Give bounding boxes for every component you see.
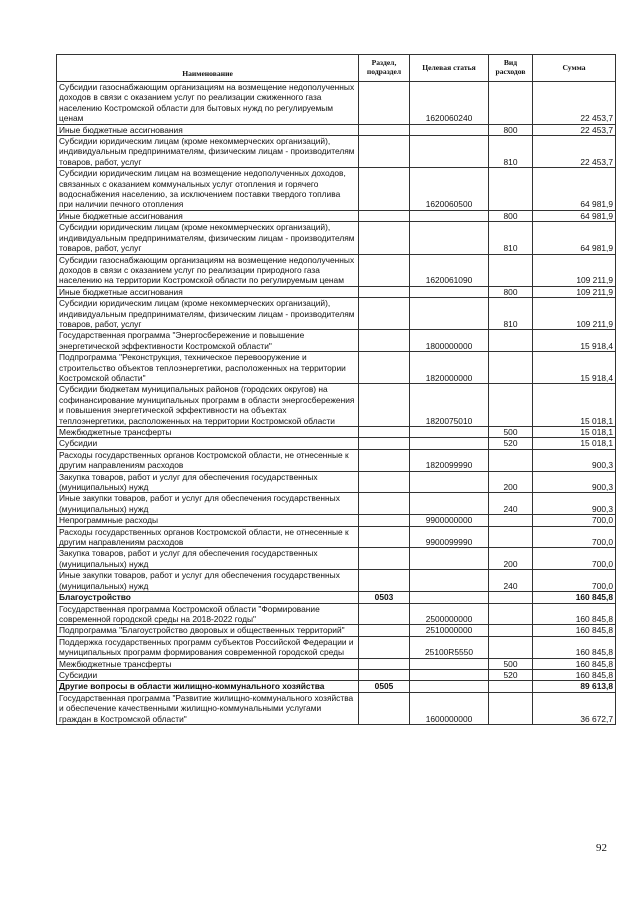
- budget-table: [56, 54, 616, 725]
- row-section: [359, 298, 410, 330]
- row-target: [410, 222, 489, 254]
- row-target: 1820099990: [410, 449, 489, 471]
- row-name: Субсидии: [57, 669, 359, 680]
- row-sum: 700,0: [533, 515, 616, 526]
- row-name: Межбюджетные трансферты: [57, 658, 359, 669]
- row-target: [410, 681, 489, 692]
- row-sum: 700,0: [533, 526, 616, 548]
- table-row: [57, 136, 616, 168]
- row-type: 520: [489, 438, 533, 449]
- row-section: [359, 384, 410, 427]
- row-name: Субсидии юридическим лицам (кроме некоммерческих организаций), индивидуальным предпринимателям, физическим лицам - производителям товаров, работ, услуг: [57, 136, 359, 168]
- budget-table-container: [56, 54, 615, 725]
- row-section: [359, 168, 410, 211]
- row-name: Иные закупки товаров, работ и услуг для обеспечения государственных (муниципальных) нужд: [57, 493, 359, 515]
- row-target: [410, 427, 489, 438]
- row-name: Иные бюджетные ассигнования: [57, 124, 359, 135]
- row-sum: 15 918,4: [533, 352, 616, 384]
- row-type: [489, 352, 533, 384]
- row-section: [359, 658, 410, 669]
- table-row: [57, 298, 616, 330]
- row-sum: 700,0: [533, 548, 616, 570]
- row-type: 500: [489, 658, 533, 669]
- row-section: 0505: [359, 681, 410, 692]
- row-target: [410, 548, 489, 570]
- table-row: [57, 449, 616, 471]
- row-type: 520: [489, 669, 533, 680]
- row-target: [410, 124, 489, 135]
- table-row: [57, 471, 616, 493]
- row-name: Иные закупки товаров, работ и услуг для обеспечения государственных (муниципальных) нужд: [57, 570, 359, 592]
- row-sum: 89 613,8: [533, 681, 616, 692]
- row-type: 240: [489, 493, 533, 515]
- row-name: Закупка товаров, работ и услуг для обеспечения государственных (муниципальных) нужд: [57, 471, 359, 493]
- row-target: 2510000000: [410, 625, 489, 636]
- row-sum: 700,0: [533, 570, 616, 592]
- row-type: [489, 681, 533, 692]
- row-section: [359, 471, 410, 493]
- row-sum: 160 845,8: [533, 603, 616, 625]
- row-sum: 109 211,9: [533, 254, 616, 286]
- row-section: [359, 286, 410, 297]
- table-row: [57, 286, 616, 297]
- row-type: [489, 515, 533, 526]
- header-type: Вид расходов: [489, 55, 533, 82]
- row-section: [359, 82, 410, 125]
- row-target: 1820000000: [410, 352, 489, 384]
- table-row: [57, 636, 616, 658]
- table-row: [57, 526, 616, 548]
- row-name: Иные бюджетные ассигнования: [57, 210, 359, 221]
- table-row: [57, 681, 616, 692]
- row-target: [410, 592, 489, 603]
- row-sum: 109 211,9: [533, 286, 616, 297]
- row-name: Государственная программа Костромской области "Формирование современной городской среды на 2018-2022 годы": [57, 603, 359, 625]
- row-type: 810: [489, 136, 533, 168]
- row-type: [489, 592, 533, 603]
- row-sum: 15 918,4: [533, 330, 616, 352]
- row-name: Субсидии юридическим лицам (кроме некоммерческих организаций), индивидуальным предпринимателям, физическим лицам - производителям товаров, работ, услуг: [57, 222, 359, 254]
- row-section: [359, 669, 410, 680]
- row-sum: 36 672,7: [533, 692, 616, 724]
- table-row: [57, 427, 616, 438]
- row-target: [410, 298, 489, 330]
- row-type: 200: [489, 548, 533, 570]
- row-sum: 160 845,8: [533, 592, 616, 603]
- row-sum: 15 018,1: [533, 438, 616, 449]
- table-row: [57, 625, 616, 636]
- table-header-row: [57, 55, 616, 82]
- row-target: [410, 570, 489, 592]
- row-section: [359, 636, 410, 658]
- row-section: [359, 210, 410, 221]
- row-target: [410, 286, 489, 297]
- row-target: 9900099990: [410, 526, 489, 548]
- row-target: [410, 493, 489, 515]
- row-sum: 22 453,7: [533, 124, 616, 135]
- row-target: 1600000000: [410, 692, 489, 724]
- row-name: Субсидии: [57, 438, 359, 449]
- row-sum: 15 018,1: [533, 384, 616, 427]
- table-row: [57, 493, 616, 515]
- row-target: 1800000000: [410, 330, 489, 352]
- row-section: [359, 625, 410, 636]
- row-type: [489, 384, 533, 427]
- row-type: 810: [489, 222, 533, 254]
- row-section: [359, 548, 410, 570]
- row-sum: 900,3: [533, 471, 616, 493]
- table-row: [57, 168, 616, 211]
- row-sum: 160 845,8: [533, 636, 616, 658]
- table-row: [57, 548, 616, 570]
- table-row: [57, 352, 616, 384]
- row-type: [489, 254, 533, 286]
- row-target: [410, 210, 489, 221]
- table-row: [57, 658, 616, 669]
- row-type: [489, 625, 533, 636]
- row-name: Благоустройство: [57, 592, 359, 603]
- row-target: 2500000000: [410, 603, 489, 625]
- table-row: [57, 438, 616, 449]
- row-name: Субсидии юридическим лицам на возмещение недополученных доходов, связанных с оказанием коммунальных услуг отопления и горячего водоснабжения населению, за исключением поставки твердого топлива при наличии печного отопления: [57, 168, 359, 211]
- row-target: 9900000000: [410, 515, 489, 526]
- table-row: [57, 384, 616, 427]
- table-body: [57, 82, 616, 725]
- row-sum: 64 981,9: [533, 168, 616, 211]
- row-name: Расходы государственных органов Костромской области, не отнесенные к другим направлениям расходов: [57, 449, 359, 471]
- row-sum: 64 981,9: [533, 222, 616, 254]
- page-number: 92: [596, 842, 607, 854]
- row-sum: 64 981,9: [533, 210, 616, 221]
- row-sum: 160 845,8: [533, 625, 616, 636]
- row-target: [410, 438, 489, 449]
- row-target: 1620060500: [410, 168, 489, 211]
- row-type: [489, 603, 533, 625]
- table-row: [57, 570, 616, 592]
- row-name: Субсидии бюджетам муниципальных районов (городских округов) на софинансирование муниципальных программ в области энергосбережения и повышения энергетической эффективности на объектах теплоэнергетики, расположенных на территории Костромской области: [57, 384, 359, 427]
- row-type: 800: [489, 210, 533, 221]
- row-section: [359, 515, 410, 526]
- row-sum: 22 453,7: [533, 136, 616, 168]
- row-section: [359, 254, 410, 286]
- row-target: 1820075010: [410, 384, 489, 427]
- row-section: [359, 438, 410, 449]
- header-sum: Сумма: [533, 55, 616, 82]
- row-name: Межбюджетные трансферты: [57, 427, 359, 438]
- row-target: 25100R5550: [410, 636, 489, 658]
- row-type: 800: [489, 286, 533, 297]
- row-name: Иные бюджетные ассигнования: [57, 286, 359, 297]
- table-row: [57, 82, 616, 125]
- table-row: [57, 124, 616, 135]
- table-row: [57, 592, 616, 603]
- row-name: Подпрограмма "Благоустройство дворовых и общественных территорий": [57, 625, 359, 636]
- row-section: [359, 603, 410, 625]
- row-type: [489, 82, 533, 125]
- row-type: [489, 168, 533, 211]
- row-section: [359, 692, 410, 724]
- row-type: 810: [489, 298, 533, 330]
- row-section: [359, 570, 410, 592]
- row-section: [359, 427, 410, 438]
- row-section: [359, 330, 410, 352]
- row-target: [410, 658, 489, 669]
- header-name: Наименование: [57, 55, 359, 82]
- header-section: Раздел, подраздел: [359, 55, 410, 82]
- row-section: [359, 222, 410, 254]
- table-row: [57, 603, 616, 625]
- row-name: Субсидии юридическим лицам (кроме некоммерческих организаций), индивидуальным предпринимателям, физическим лицам - производителям товаров, работ, услуг: [57, 298, 359, 330]
- row-sum: 160 845,8: [533, 658, 616, 669]
- table-row: [57, 330, 616, 352]
- row-type: 500: [489, 427, 533, 438]
- row-name: Расходы государственных органов Костромской области, не отнесенные к другим направлениям расходов: [57, 526, 359, 548]
- row-type: [489, 692, 533, 724]
- row-target: 1620061090: [410, 254, 489, 286]
- table-row: [57, 222, 616, 254]
- row-name: Подпрограмма "Реконструкция, техническое перевооружение и строительство объектов теплоэнергетики, расположенных на территории Костромской области": [57, 352, 359, 384]
- row-type: [489, 449, 533, 471]
- row-section: [359, 493, 410, 515]
- row-section: [359, 449, 410, 471]
- row-sum: 109 211,9: [533, 298, 616, 330]
- row-sum: 900,3: [533, 493, 616, 515]
- row-type: 240: [489, 570, 533, 592]
- row-sum: 22 453,7: [533, 82, 616, 125]
- table-row: [57, 210, 616, 221]
- row-type: 200: [489, 471, 533, 493]
- row-name: Закупка товаров, работ и услуг для обеспечения государственных (муниципальных) нужд: [57, 548, 359, 570]
- row-name: Поддержка государственных программ субъектов Российской Федерации и муниципальных программ формирования современной городской среды: [57, 636, 359, 658]
- table-row: [57, 669, 616, 680]
- row-name: Государственная программа "Развитие жилищно-коммунального хозяйства и обеспечение качественными жилищно-коммунальными услугами граждан в Костромской области": [57, 692, 359, 724]
- row-name: Другие вопросы в области жилищно-коммунального хозяйства: [57, 681, 359, 692]
- table-row: [57, 692, 616, 724]
- table-row: [57, 515, 616, 526]
- row-name: Государственная программа "Энергосбережение и повышение энергетической эффективности Костромской области": [57, 330, 359, 352]
- row-name: Субсидии газоснабжающим организациям на возмещение недополученных доходов в связи с оказанием услуг по реализации природного газа населению на территории Костромской области по регулируемым ценам: [57, 254, 359, 286]
- row-sum: 900,3: [533, 449, 616, 471]
- table-row: [57, 254, 616, 286]
- row-name: Непрограммные расходы: [57, 515, 359, 526]
- row-name: Субсидии газоснабжающим организациям на возмещение недополученных доходов в связи с оказанием услуг по реализации сжиженного газа населению Костромской области для бытовых нужд по регулируемым ценам: [57, 82, 359, 125]
- row-sum: 160 845,8: [533, 669, 616, 680]
- row-type: [489, 526, 533, 548]
- row-section: [359, 136, 410, 168]
- row-target: [410, 471, 489, 493]
- row-section: [359, 352, 410, 384]
- row-type: [489, 636, 533, 658]
- row-section: [359, 124, 410, 135]
- row-target: [410, 669, 489, 680]
- row-target: 1620060240: [410, 82, 489, 125]
- row-section: 0503: [359, 592, 410, 603]
- row-sum: 15 018,1: [533, 427, 616, 438]
- header-target: Целевая статья: [410, 55, 489, 82]
- row-type: 800: [489, 124, 533, 135]
- row-target: [410, 136, 489, 168]
- row-type: [489, 330, 533, 352]
- row-section: [359, 526, 410, 548]
